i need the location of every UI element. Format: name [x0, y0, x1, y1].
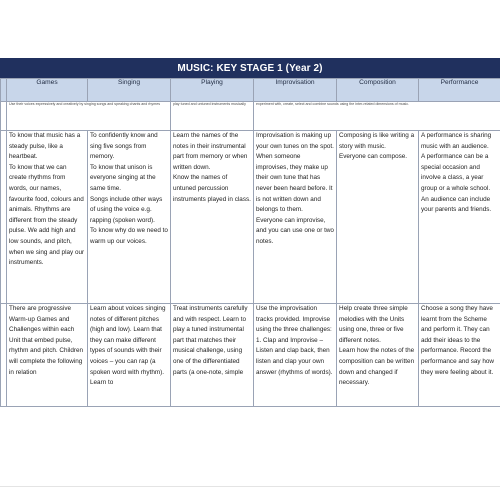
column-header-performance: Performance: [419, 79, 500, 102]
page-title: MUSIC: KEY STAGE 1 (Year 2): [0, 58, 500, 78]
table-cell: To confidently know and sing five songs from memory. To know that unison is everyone singing at the same time. Songs include other ways of using the voice e.g. rapping (spoken word). To know why do we need to warm up our voices.: [88, 131, 171, 304]
table-header-row: [1, 79, 500, 102]
column-header-improvisation: Improvisation: [254, 79, 337, 102]
column-header-singing: Singing: [88, 79, 171, 102]
objective-singing: Use their voices expressively and creatively by singing songs and speaking chants and rhymes: [7, 102, 171, 131]
table-row: [1, 131, 500, 304]
objectives-row: [1, 102, 500, 131]
table-cell: To know that music has a steady pulse, like a heartbeat. To know that we can create rhythms from words, our names, favourite food, colours and animals. Rhythms are different from the steady pulse. We add high and low sounds, and pitch, when we sing and play our instruments.: [7, 131, 88, 304]
column-header-games: Games: [7, 79, 88, 102]
column-header-playing: Playing: [171, 79, 254, 102]
table-cell: Choose a song they have learnt from the Scheme and perform it. They can add their ideas to the performance. Record the performance and say how they were feeling about it.: [419, 304, 500, 407]
column-header-composition: Composition: [337, 79, 419, 102]
table-cell: Learn about voices singing notes of different pitches (high and low). Learn that they can make different types of sounds with their voices – you can rap (a spoken word with rhythm). Learn to: [88, 304, 171, 407]
table-cell: Improvisation is making up your own tunes on the spot. When someone improvises, they make up their own tune that has never been heard before. It is not written down and belongs to them. Everyone can improvise, and you can use one or two notes.: [254, 131, 337, 304]
table-cell: Use the improvisation tracks provided. Improvise using the three challenges: 1. Clap and Improvise – Listen and clap back, then listen and clap your own answer (rhythms of words).: [254, 304, 337, 407]
table-row: [1, 304, 500, 407]
table-cell: Help create three simple melodies with the Units using one, three or five different notes. Learn how the notes of the composition can be written down and changed if necessary.: [337, 304, 419, 407]
curriculum-table: [0, 78, 500, 407]
table-cell: Composing is like writing a story with music. Everyone can compose.: [337, 131, 419, 304]
table-cell: A performance is sharing music with an audience. A performance can be a special occasion and involve a class, a year group or a whole school. An audience can include your parents and friends.: [419, 131, 500, 304]
table-cell: Learn the names of the notes in their instrumental part from memory or when written down. Know the names of untuned percussion instruments played in class.: [171, 131, 254, 304]
table-cell: Treat instruments carefully and with respect. Learn to play a tuned instrumental part that matches their musical challenge, using one of the differentiated parts (a one-note, simple: [171, 304, 254, 407]
divider: [0, 486, 500, 487]
objective-composition: experiment with, create, select and combine sounds using the inter-related dimensions of music.: [254, 102, 500, 131]
objective-playing: play tuned and untuned instruments musically: [171, 102, 254, 131]
table-cell: There are progressive Warm-up Games and Challenges within each Unit that embed pulse, rhythm and pitch. Children will complete the following in relation: [7, 304, 88, 407]
